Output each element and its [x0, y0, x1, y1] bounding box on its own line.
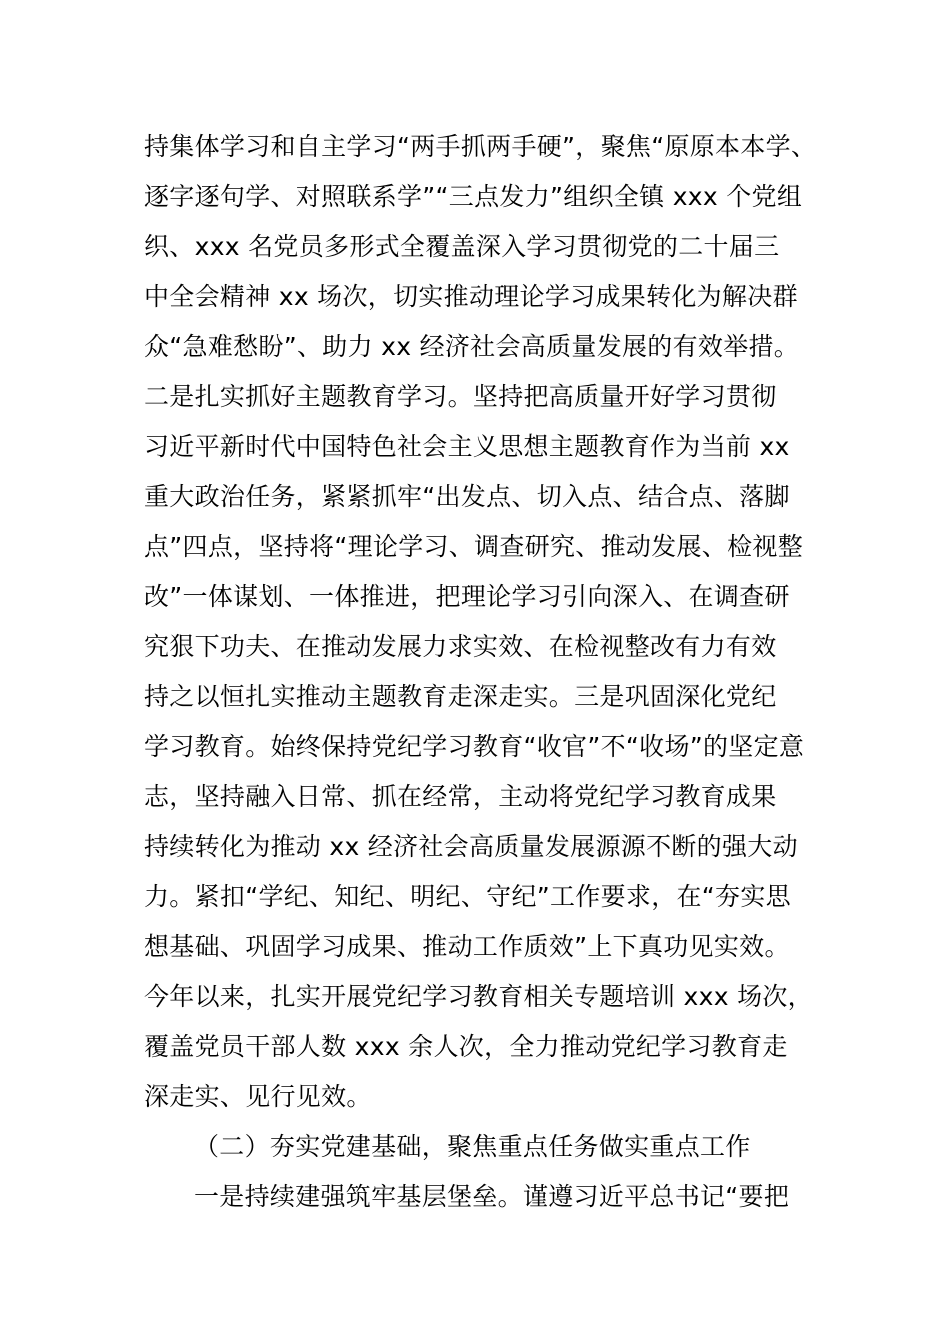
body-line: 究狠下功夫、在推动发展力求实效、在检视整改有力有效	[144, 632, 777, 661]
body-line: 习近平新时代中国特色社会主义思想主题教育作为当前 xx	[144, 432, 790, 461]
body-line: 织、xxx 名党员多形式全覆盖深入学习贯彻党的二十届三	[144, 232, 780, 261]
body-line: 想基础、巩固学习成果、推动工作质效”上下真功见实效。	[144, 932, 790, 961]
body-line: 今年以来，扎实开展党纪学习教育相关专题培训 xxx 场次，	[144, 982, 813, 1011]
body-line: 二是扎实抓好主题教育学习。坚持把高质量开好学习贯彻	[144, 382, 777, 411]
section-heading: （二）夯实党建基础，聚焦重点任务做实重点工作	[194, 1132, 751, 1161]
body-line: 中全会精神 xx 场次，切实推动理论学习成果转化为解决群	[144, 282, 798, 311]
document-body	[144, 122, 824, 1222]
paragraph-start-line: 一是持续建强筑牢基层堡垒。谨遵习近平总书记“要把	[194, 1182, 790, 1211]
body-line: 持续转化为推动 xx 经济社会高质量发展源源不断的强大动	[144, 832, 798, 861]
body-line: 持集体学习和自主学习“两手抓两手硬”，聚焦“原原本本学、	[144, 132, 817, 161]
body-line: 逐字逐句学、对照联系学”“三点发力”组织全镇 xxx 个党组	[144, 182, 803, 211]
body-line: 点”四点，坚持将“理论学习、调查研究、推动发展、检视整	[144, 532, 804, 561]
body-line: 志，坚持融入日常、抓在经常，主动将党纪学习教育成果	[144, 782, 777, 811]
body-line: 众“急难愁盼”、助力 xx 经济社会高质量发展的有效举措。	[144, 332, 800, 361]
body-line: 改”一体谋划、一体推进，把理论学习引向深入、在调查研	[144, 582, 790, 611]
body-line: 力。紧扣“学纪、知纪、明纪、守纪”工作要求，在“夯实思	[144, 882, 791, 911]
body-line: 重大政治任务，紧紧抓牢“出发点、切入点、结合点、落脚	[144, 482, 790, 511]
body-line: 学习教育。始终保持党纪学习教育“收官”不“收场”的坚定意	[144, 732, 805, 761]
body-line: 深走实、见行见效。	[144, 1082, 372, 1111]
body-line: 覆盖党员干部人数 xxx 余人次，全力推动党纪学习教育走	[144, 1032, 788, 1061]
body-line: 持之以恒扎实推动主题教育走深走实。三是巩固深化党纪	[144, 682, 777, 711]
